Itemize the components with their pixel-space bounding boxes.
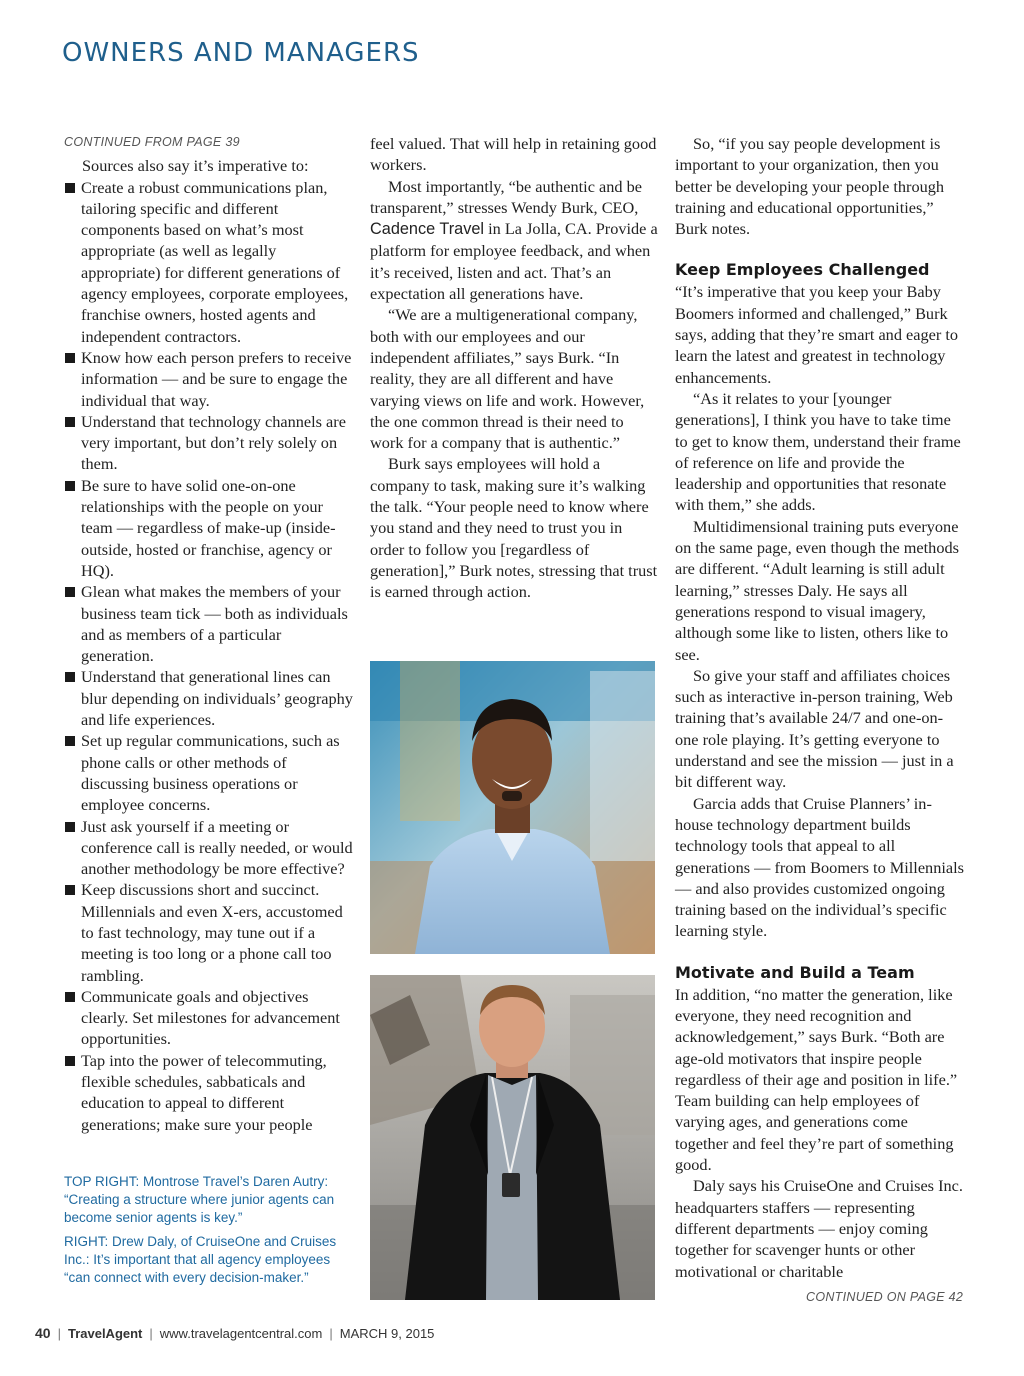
paragraph: “We are a multigenerational company, both with our employees and our independent affiliates,” says Burk. “In reality, they are all different and have varying views on life and work. However, the one common thread is their need to work for a company that is authentic.” (370, 305, 645, 453)
portrait-image (370, 975, 655, 1300)
list-item: Tap into the power of telecommuting, flexible schedules, sabbaticals and education to appeal to different generations; make sure your people (64, 1050, 354, 1135)
column-2 (370, 133, 658, 603)
footer-divider: | (57, 1326, 61, 1341)
list-item: Understand that technology channels are very important, but don’t rely solely on them. (64, 411, 354, 475)
paragraph: Daly says his CruiseOne and Cruises Inc. headquarters staffers — representing different departments — enjoy coming together for scavenger hunts or other motivational or charitable (675, 1176, 963, 1281)
list-item: Be sure to have solid one-on-one relationships with the people on your team — regardless of make-up (inside-outside, hosted or franchise, agency or HQ). (64, 475, 354, 581)
subheading-motivate-and-build-a-team: Motivate and Build a Team (675, 962, 915, 982)
column-3 (675, 133, 965, 1282)
paragraph: In addition, “no matter the generation, like everyone, they need recognition and acknowledgement,” says Burk. “Both are age-old motivators that inspire people regardless of their age and position in life.” Team building can help employees of varying ages, and generations come together and feel they’re part of something good. (675, 984, 958, 1175)
bottom-photo-caption: RIGHT: Drew Daly, of CruiseOne and Cruises Inc.: It’s important that all agency employees “can connect with every decision-maker.” (64, 1234, 337, 1285)
page-footer (35, 1325, 434, 1341)
bullet-square-icon (65, 481, 75, 491)
page-number: 40 (35, 1325, 51, 1341)
paragraph: Most importantly, “be authentic and be transparent,” stresses Wendy Burk, CEO, Cadence Travel in La Jolla, CA. Provide a platform for employee feedback, and when it’s received, listen and act. That’s an expectation all generations have. (370, 176, 658, 304)
paragraph: Burk says employees will hold a company to task, making sure it’s walking the talk. “Your people need to know where you stand and they need to trust you in order to follow you [regardless of generation],” Burk notes, stressing that trust is earned through action. (370, 454, 658, 602)
website-url: www.travelagentcentral.com (159, 1326, 323, 1341)
list-item: Set up regular communications, such as phone calls or other methods of discussing business operations or employee concerns. (64, 730, 354, 815)
bullet-square-icon (65, 417, 75, 427)
bullet-square-icon (65, 183, 75, 193)
column-1 (64, 132, 354, 1135)
bullet-square-icon (65, 885, 75, 895)
photo-captions (64, 1173, 354, 1293)
bullet-list (64, 177, 354, 1135)
photo-drew-daly (370, 975, 655, 1300)
portrait-image (370, 661, 655, 954)
paragraph: So give your staff and affiliates choices such as interactive in-person training, Web training that’s available 24/7 and one-on-one role playing. It’s getting everyone to understand and see the mission — just in a bit different way. (675, 665, 954, 792)
section-title: OWNERS AND MANAGERS (62, 38, 420, 68)
list-item: Know how each person prefers to receive information — and be sure to engage the individual that way. (64, 347, 354, 411)
paragraph: Multidimensional training puts everyone on the same page, even though the methods are different. “Adult learning is still adult learning,” stresses Daly. He says all generations respond to visual imagery, although some like to listen, others like to see. (675, 516, 959, 664)
list-item: Communicate goals and objectives clearly. Set milestones for advancement opportunities. (64, 986, 354, 1050)
list-item: Keep discussions short and succinct. Millennials and even X-ers, accustomed to fast technology, may tune out if a meeting is too long or a phone call too rambling. (64, 879, 354, 985)
paragraph: So, “if you say people development is important to your organization, then you better be developing your people through training and educational opportunities,” Burk notes. (675, 134, 945, 239)
list-item: Understand that generational lines can blur depending on individuals’ geography and life experiences. (64, 666, 354, 730)
paragraph: “As it relates to your [younger generations], I think you have to take time to get to know them, understand their frame of reference on life and provide the leadership and opportunities that resonate with them,” she adds. (675, 388, 961, 515)
bullets-intro: Sources also say it’s imperative to: (82, 156, 309, 176)
bullet-square-icon (65, 587, 75, 597)
list-item: Glean what makes the members of your business team tick — both as individuals and as members of a particular generation. (64, 581, 354, 666)
paragraph: “It’s imperative that you keep your Baby Boomers informed and challenged,” Burk says, adding that they’re smart and eager to learn the latest and greatest in technology enhancements. (675, 282, 959, 387)
magazine-brand: TravelAgent (67, 1326, 143, 1341)
bullet-square-icon (65, 992, 75, 1002)
list-item: Just ask yourself if a meeting or conference call is really needed, or would another methodology be more effective? (64, 816, 354, 880)
brand-name: Cadence Travel (370, 220, 485, 239)
list-item: Create a robust communications plan, tailoring specific and different components based on what’s most appropriate (as well as legally appropriate) for different generations of agency employees, corporate employees, franchise owners, hosted agents and independent contractors. (64, 177, 354, 347)
top-photo-caption: TOP RIGHT: Montrose Travel’s Daren Autry: “Creating a structure where junior agents can become senior agents is key.” (64, 1174, 335, 1225)
paragraph: feel valued. That will help in retaining good workers. (370, 134, 657, 175)
photo-daren-autry (370, 661, 655, 954)
bullet-square-icon (65, 353, 75, 363)
paragraph: Garcia adds that Cruise Planners’ in-house technology department builds technology tools that appeal to all generations — from Boomers to Millennials — and also provides customized ongoing training based on the individual’s specific learning style. (675, 793, 964, 941)
bullet-square-icon (65, 822, 75, 832)
subheading-keep-employees-challenged: Keep Employees Challenged (675, 260, 930, 280)
bullet-square-icon (65, 1056, 75, 1066)
bullet-square-icon (65, 736, 75, 746)
footer-divider: | (149, 1326, 153, 1341)
issue-date: MARCH 9, 2015 (339, 1326, 435, 1341)
continued-from-label: CONTINUED FROM PAGE 39 (64, 135, 240, 149)
continued-on-label: CONTINUED ON PAGE 42 (806, 1290, 964, 1304)
bullet-square-icon (65, 672, 75, 682)
footer-divider: | (329, 1326, 333, 1341)
